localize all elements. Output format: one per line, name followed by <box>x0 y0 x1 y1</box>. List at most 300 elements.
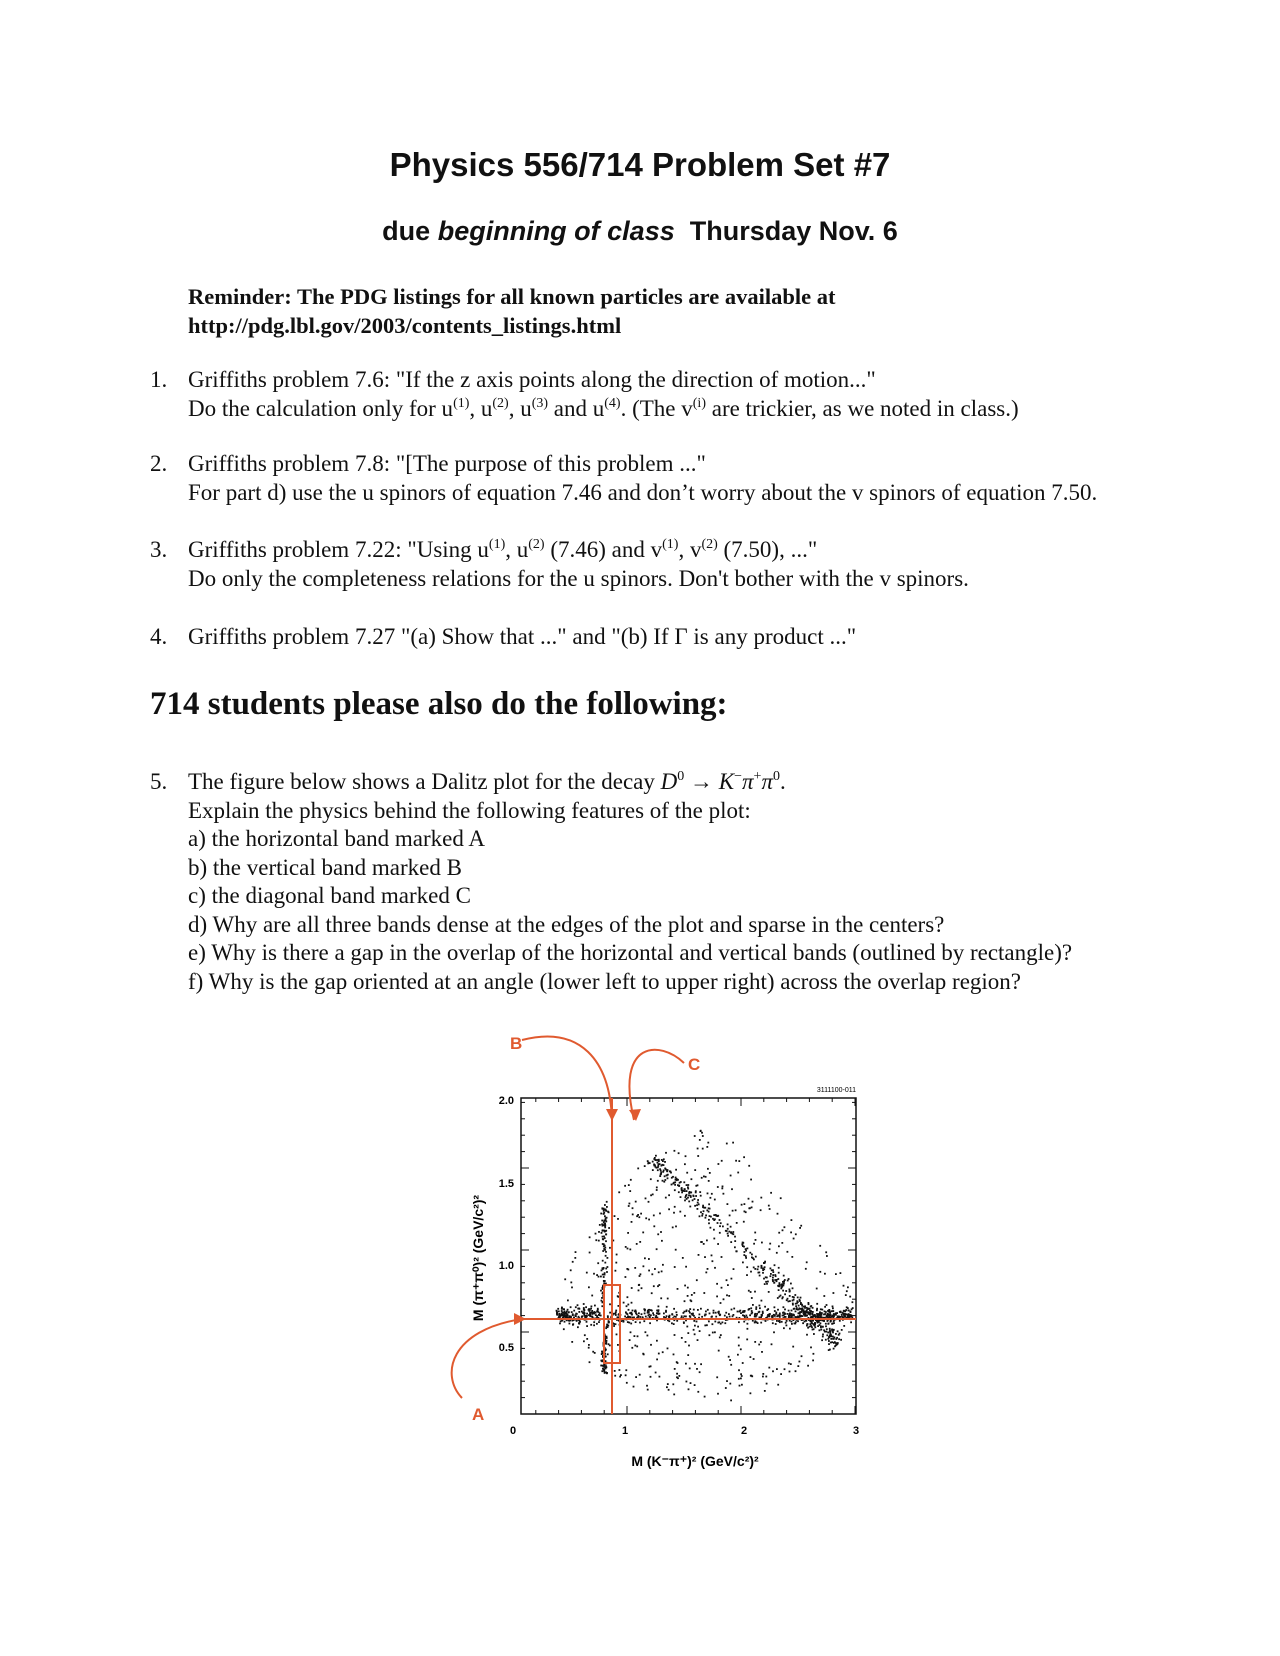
scatter-point <box>627 1269 629 1271</box>
scatter-point <box>562 1317 564 1319</box>
scatter-point <box>591 1306 593 1308</box>
scatter-point <box>677 1362 679 1364</box>
scatter-point <box>769 1208 771 1210</box>
scatter-point <box>675 1169 677 1171</box>
scatter-point <box>603 1284 605 1286</box>
scatter-point <box>658 1313 660 1315</box>
scatter-point <box>848 1316 850 1318</box>
scatter-point <box>702 1135 704 1137</box>
scatter-point <box>620 1314 622 1316</box>
scatter-point <box>778 1285 780 1287</box>
scatter-point <box>832 1307 834 1309</box>
scatter-point <box>707 1142 709 1144</box>
scatter-point <box>593 1312 595 1314</box>
scatter-point <box>829 1333 831 1335</box>
scatter-point <box>694 1325 696 1327</box>
scatter-point <box>604 1215 606 1217</box>
scatter-point <box>787 1251 789 1253</box>
scatter-point <box>798 1305 800 1307</box>
scatter-point <box>748 1290 750 1292</box>
scatter-point <box>783 1312 785 1314</box>
scatter-point <box>673 1354 675 1356</box>
scatter-point <box>603 1213 605 1215</box>
scatter-point <box>812 1318 814 1320</box>
scatter-point <box>602 1365 604 1367</box>
scatter-point <box>753 1243 755 1245</box>
scatter-point <box>605 1255 607 1257</box>
scatter-point <box>560 1315 562 1317</box>
x-tick-label: 0 <box>509 1425 517 1437</box>
scatter-point <box>814 1314 816 1316</box>
scatter-point <box>667 1319 669 1321</box>
scatter-point <box>785 1316 787 1318</box>
scatter-point <box>606 1362 608 1364</box>
scatter-point <box>771 1317 773 1319</box>
scatter-point <box>556 1312 558 1314</box>
scatter-point <box>615 1311 617 1313</box>
scatter-point <box>685 1363 687 1365</box>
scatter-point <box>760 1316 762 1318</box>
scatter-point <box>602 1301 604 1303</box>
scatter-point <box>602 1355 604 1357</box>
scatter-point <box>648 1312 650 1314</box>
scatter-point <box>635 1201 637 1203</box>
scatter-point <box>767 1319 769 1321</box>
scatter-point <box>843 1310 845 1312</box>
scatter-point <box>663 1313 665 1315</box>
scatter-point <box>764 1390 766 1392</box>
scatter-point <box>732 1233 734 1235</box>
scatter-point <box>829 1318 831 1320</box>
scatter-point <box>618 1292 620 1294</box>
scatter-point <box>816 1288 818 1290</box>
scatter-point <box>591 1313 593 1315</box>
scatter-point <box>750 1271 752 1273</box>
scatter-point <box>602 1288 604 1290</box>
scatter-point <box>735 1250 737 1252</box>
scatter-point <box>850 1316 852 1318</box>
scatter-point <box>721 1160 723 1162</box>
scatter-point <box>602 1356 604 1358</box>
scatter-point <box>822 1326 824 1328</box>
scatter-point <box>809 1314 811 1316</box>
scatter-point <box>801 1310 803 1312</box>
scatter-point <box>823 1319 825 1321</box>
scatter-point <box>761 1315 763 1317</box>
scatter-point <box>776 1279 778 1281</box>
scatter-point <box>774 1315 776 1317</box>
scatter-point <box>681 1189 683 1191</box>
scatter-point <box>794 1294 796 1296</box>
scatter-point <box>632 1207 634 1209</box>
scatter-point <box>632 1214 634 1216</box>
scatter-point <box>595 1233 597 1235</box>
scatter-point <box>686 1184 688 1186</box>
scatter-point <box>599 1319 601 1321</box>
scatter-point <box>634 1311 636 1313</box>
label-c: C <box>688 1055 701 1074</box>
scatter-point <box>699 1330 701 1332</box>
scatter-point <box>642 1318 644 1320</box>
scatter-point <box>605 1342 607 1344</box>
scatter-point <box>664 1175 666 1177</box>
scatter-point <box>586 1272 588 1274</box>
scatter-point <box>829 1316 831 1318</box>
scatter-point <box>604 1245 606 1247</box>
scatter-point <box>655 1155 657 1157</box>
scatter-point <box>782 1312 784 1314</box>
scatter-point <box>846 1317 848 1319</box>
scatter-point <box>827 1313 829 1315</box>
scatter-point <box>563 1315 565 1317</box>
scatter-point <box>799 1227 801 1229</box>
scatter-point <box>562 1318 564 1320</box>
scatter-point <box>833 1348 835 1350</box>
scatter-point <box>618 1320 620 1322</box>
scatter-point <box>676 1373 678 1375</box>
scatter-point <box>673 1323 675 1325</box>
scatter-point <box>697 1148 699 1150</box>
scatter-point <box>603 1354 605 1356</box>
scatter-point <box>568 1317 570 1319</box>
scatter-point <box>789 1313 791 1315</box>
scatter-point <box>585 1319 587 1321</box>
scatter-point <box>819 1329 821 1331</box>
scatter-point <box>602 1302 604 1304</box>
scatter-point <box>730 1364 732 1366</box>
scatter-point <box>750 1375 752 1377</box>
scatter-point <box>605 1349 607 1351</box>
scatter-point <box>791 1313 793 1315</box>
scatter-point <box>776 1315 778 1317</box>
scatter-point <box>735 1209 737 1211</box>
scatter-point <box>820 1314 822 1316</box>
scatter-point <box>717 1243 719 1245</box>
scatter-point <box>797 1297 799 1299</box>
scatter-point <box>682 1317 684 1319</box>
plot-id: 3111100-011 <box>816 1087 856 1094</box>
scatter-point <box>831 1341 833 1343</box>
scatter-point <box>569 1317 571 1319</box>
scatter-point <box>597 1309 599 1311</box>
scatter-point <box>612 1322 614 1324</box>
scatter-point <box>831 1310 833 1312</box>
scatter-point <box>605 1233 607 1235</box>
scatter-point <box>562 1317 564 1319</box>
scatter-point <box>593 1313 595 1315</box>
scatter-point <box>699 1371 701 1373</box>
scatter-point <box>742 1314 744 1316</box>
scatter-point <box>680 1196 682 1198</box>
scatter-point <box>829 1331 831 1333</box>
scatter-points <box>556 1130 854 1402</box>
scatter-point <box>807 1311 809 1313</box>
scatter-point <box>604 1363 606 1365</box>
scatter-point <box>684 1300 686 1302</box>
scatter-point <box>754 1320 756 1322</box>
scatter-point <box>694 1198 696 1200</box>
y-tick-label: 1.0 <box>498 1260 514 1272</box>
scatter-point <box>776 1252 778 1254</box>
scatter-point <box>577 1326 579 1328</box>
scatter-point <box>839 1316 841 1318</box>
scatter-point <box>731 1188 733 1190</box>
scatter-point <box>781 1321 783 1323</box>
scatter-point <box>693 1292 695 1294</box>
scatter-point <box>567 1300 569 1302</box>
scatter-point <box>564 1312 566 1314</box>
scatter-point <box>803 1311 805 1313</box>
scatter-point <box>602 1368 604 1370</box>
scatter-point <box>630 1316 632 1318</box>
scatter-point <box>631 1221 633 1223</box>
plot-frame <box>521 1098 856 1414</box>
scatter-point <box>564 1321 566 1323</box>
scatter-point <box>688 1310 690 1312</box>
scatter-point <box>643 1354 645 1356</box>
scatter-point <box>810 1305 812 1307</box>
scatter-point <box>777 1384 779 1386</box>
scatter-point <box>842 1313 844 1315</box>
scatter-point <box>804 1314 806 1316</box>
scatter-point <box>784 1279 786 1281</box>
scatter-point <box>768 1367 770 1369</box>
scatter-point <box>764 1306 766 1308</box>
scatter-point <box>771 1269 773 1271</box>
scatter-point <box>829 1328 831 1330</box>
scatter-point <box>848 1313 850 1315</box>
scatter-point <box>792 1287 794 1289</box>
scatter-point <box>666 1174 668 1176</box>
scatter-point <box>784 1313 786 1315</box>
scatter-point <box>738 1337 740 1339</box>
reminder-url: http://pdg.lbl.gov/2003/contents_listings.html <box>188 313 622 338</box>
scatter-point <box>558 1316 560 1318</box>
scatter-point <box>681 1337 683 1339</box>
scatter-point <box>573 1319 575 1321</box>
scatter-point <box>807 1323 809 1325</box>
scatter-point <box>620 1374 622 1376</box>
scatter-point <box>848 1310 850 1312</box>
scatter-point <box>701 1241 703 1243</box>
scatter-point <box>607 1316 609 1318</box>
scatter-point <box>663 1316 665 1318</box>
scatter-point <box>603 1267 605 1269</box>
scatter-point <box>659 1313 661 1315</box>
scatter-point <box>772 1280 774 1282</box>
scatter-point <box>771 1343 773 1345</box>
scatter-point <box>782 1229 784 1231</box>
scatter-point <box>570 1317 572 1319</box>
scatter-point <box>850 1314 852 1316</box>
scatter-point <box>690 1192 692 1194</box>
scatter-point <box>821 1312 823 1314</box>
scatter-point <box>832 1323 834 1325</box>
scatter-point <box>678 1185 680 1187</box>
scatter-point <box>821 1309 823 1311</box>
scatter-point <box>754 1268 756 1270</box>
scatter-point <box>562 1315 564 1317</box>
scatter-point <box>792 1303 794 1305</box>
scatter-point <box>683 1321 685 1323</box>
scatter-point <box>667 1174 669 1176</box>
scatter-point <box>671 1314 673 1316</box>
scatter-point <box>732 1231 734 1233</box>
scatter-point <box>672 1317 674 1319</box>
reminder-line1: Reminder: The PDG listings for all known particles are available at <box>188 284 836 309</box>
scatter-point <box>836 1317 838 1319</box>
scatter-point <box>604 1286 606 1288</box>
scatter-point <box>647 1389 649 1391</box>
scatter-point <box>750 1356 752 1358</box>
scatter-point <box>813 1323 815 1325</box>
scatter-point <box>586 1318 588 1320</box>
scatter-point <box>641 1287 643 1289</box>
scatter-point <box>745 1211 747 1213</box>
scatter-point <box>633 1386 635 1388</box>
scatter-point <box>708 1207 710 1209</box>
scatter-point <box>627 1304 629 1306</box>
scatter-point <box>830 1338 832 1340</box>
scatter-point <box>694 1363 696 1365</box>
scatter-point <box>560 1320 562 1322</box>
scatter-point <box>727 1228 729 1230</box>
scatter-point <box>835 1344 837 1346</box>
scatter-point <box>605 1230 607 1232</box>
scatter-point <box>573 1317 575 1319</box>
scatter-point <box>604 1347 606 1349</box>
scatter-point <box>618 1305 620 1307</box>
scatter-point <box>813 1328 815 1330</box>
scatter-point <box>838 1334 840 1336</box>
problem-line: d) Why are all three bands dense at the edges of the plot and sparse in the centers? <box>188 911 945 937</box>
scatter-point <box>725 1312 727 1314</box>
scatter-point <box>604 1372 606 1374</box>
scatter-point <box>667 1177 669 1179</box>
scatter-point <box>738 1321 740 1323</box>
section-714-heading: 714 students please also do the following: <box>150 686 728 722</box>
scatter-point <box>655 1372 657 1374</box>
scatter-point <box>605 1340 607 1342</box>
scatter-point <box>556 1311 558 1313</box>
scatter-point <box>793 1308 795 1310</box>
scatter-point <box>836 1312 838 1314</box>
scatter-point <box>804 1321 806 1323</box>
scatter-point <box>744 1318 746 1320</box>
scatter-point <box>687 1184 689 1186</box>
scatter-point <box>669 1170 671 1172</box>
scatter-point <box>626 1317 628 1319</box>
scatter-point <box>568 1319 570 1321</box>
scatter-point <box>810 1317 812 1319</box>
scatter-point <box>757 1266 759 1268</box>
scatter-point <box>762 1268 764 1270</box>
scatter-point <box>644 1309 646 1311</box>
scatter-point <box>629 1312 631 1314</box>
scatter-point <box>665 1197 667 1199</box>
scatter-point <box>783 1281 785 1283</box>
scatter-point <box>759 1305 761 1307</box>
scatter-point <box>752 1320 754 1322</box>
scatter-point <box>594 1311 596 1313</box>
scatter-point <box>789 1314 791 1316</box>
scatter-point <box>803 1311 805 1313</box>
scatter-point <box>813 1353 815 1355</box>
scatter-point <box>604 1336 606 1338</box>
scatter-point <box>774 1274 776 1276</box>
scatter-point <box>795 1305 797 1307</box>
scatter-point <box>647 1312 649 1314</box>
scatter-point <box>769 1313 771 1315</box>
scatter-point <box>628 1184 630 1186</box>
scatter-point <box>768 1314 770 1316</box>
scatter-point <box>560 1314 562 1316</box>
scatter-point <box>585 1306 587 1308</box>
y-tick-label: 0.5 <box>498 1342 514 1354</box>
scatter-point <box>748 1207 750 1209</box>
scatter-point <box>657 1165 659 1167</box>
scatter-point <box>588 1308 590 1310</box>
scatter-point <box>627 1317 629 1319</box>
scatter-point <box>755 1239 757 1241</box>
scatter-point <box>847 1318 849 1320</box>
scatter-point <box>569 1316 571 1318</box>
problem-2 <box>150 450 1097 507</box>
scatter-point <box>846 1306 848 1308</box>
scatter-point <box>650 1309 652 1311</box>
scatter-point <box>621 1320 623 1322</box>
scatter-point <box>601 1300 603 1302</box>
scatter-point <box>678 1185 680 1187</box>
scatter-point <box>720 1334 722 1336</box>
scatter-point <box>604 1364 606 1366</box>
scatter-point <box>810 1310 812 1312</box>
scatter-point <box>717 1393 719 1395</box>
scatter-point <box>689 1315 691 1317</box>
scatter-point <box>705 1314 707 1316</box>
scatter-point <box>765 1320 767 1322</box>
scatter-point <box>603 1294 605 1296</box>
scatter-point <box>657 1310 659 1312</box>
scatter-point <box>801 1311 803 1313</box>
scatter-point <box>835 1338 837 1340</box>
scatter-point <box>588 1309 590 1311</box>
problem-detail: Do only the completeness relations for the u spinors. Don't bother with the v spinors. <box>188 565 969 591</box>
scatter-point <box>694 1169 696 1171</box>
scatter-point <box>832 1330 834 1332</box>
scatter-point <box>773 1314 775 1316</box>
scatter-point <box>829 1315 831 1317</box>
scatter-point <box>650 1314 652 1316</box>
scatter-point <box>562 1312 564 1314</box>
scatter-point <box>561 1308 563 1310</box>
scatter-point <box>820 1319 822 1321</box>
scatter-point <box>767 1316 769 1318</box>
scatter-point <box>655 1315 657 1317</box>
scatter-point <box>605 1349 607 1351</box>
scatter-point <box>688 1388 690 1390</box>
scatter-point <box>741 1384 743 1386</box>
scatter-point <box>701 1215 703 1217</box>
scatter-point <box>848 1309 850 1311</box>
scatter-point <box>603 1351 605 1353</box>
scatter-point <box>805 1315 807 1317</box>
scatter-point <box>631 1314 633 1316</box>
scatter-point <box>799 1361 801 1363</box>
scatter-point <box>583 1311 585 1313</box>
scatter-point <box>713 1238 715 1240</box>
scatter-point <box>688 1345 690 1347</box>
